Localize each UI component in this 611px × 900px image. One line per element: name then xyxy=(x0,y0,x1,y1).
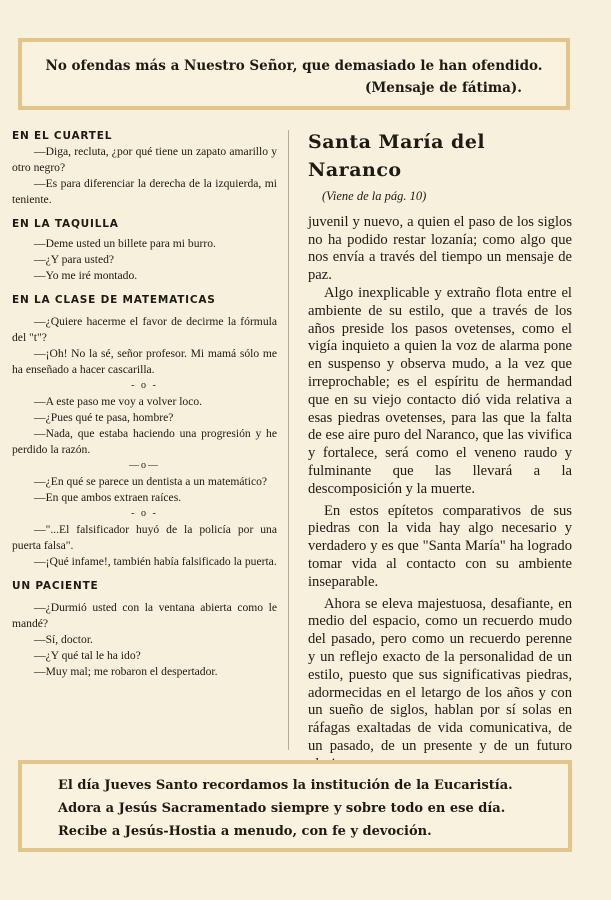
joke-line: —Es para diferenciar la derecha de la izquierda, mi teniente. xyxy=(12,177,277,206)
joke-line: —Yo me iré montado. xyxy=(34,269,138,282)
notice-line: Recibe a Jesús-Hostia a menudo, con fe y devoción. xyxy=(58,824,432,839)
joke-line: —Sí, doctor. xyxy=(34,633,93,646)
joke-line: —Diga, recluta, ¿por qué tiene un zapato amarillo y otro negro? xyxy=(12,145,277,174)
section-heading: UN PACIENTE xyxy=(12,580,99,592)
joke-line: —¿Y para usted? xyxy=(34,253,115,266)
quote-text: No ofendas más a Nuestro Señor, que demasiado le han ofendido. xyxy=(45,58,543,74)
separator: —o— xyxy=(129,460,160,471)
section-heading: EN LA CLASE DE MATEMATICAS xyxy=(12,294,216,306)
joke-line: —¿Pues qué te pasa, hombre? xyxy=(34,411,174,424)
section-heading: EN LA TAQUILLA xyxy=(12,218,119,230)
joke-line: —Nada, que estaba haciendo una progresión y he perdido la razón. xyxy=(12,427,277,456)
article-title: Santa María del Naranco xyxy=(308,131,486,181)
joke-line: —¿En qué se parece un dentista a un matemático? xyxy=(34,475,268,488)
bottom-notice-box xyxy=(18,760,572,852)
joke-line: —Muy mal; me robaron el despertador. xyxy=(34,665,218,678)
joke-line: —En que ambos extraen raíces. xyxy=(34,491,182,504)
joke-line: —¿Quiere hacerme el favor de decirme la fórmula del "t"? xyxy=(12,315,277,344)
separator: - o - xyxy=(131,508,158,519)
article-paragraph: En estos epítetos comparativos de sus piedras con la vida hay algo necesario y verdadero y es que "Santa María" ha logrado tomar vida al contacto con su ambiente inseparable. xyxy=(308,502,572,590)
separator: - o - xyxy=(131,380,158,391)
article-paragraph: juvenil y nuevo, a quien el paso de los siglos no ha podido restar lozanía; como algo que nos envía a través del tiempo un mensaje de paz. xyxy=(308,213,572,284)
joke-line: —A este paso me voy a volver loco. xyxy=(34,395,203,408)
article-paragraph: Algo inexplicable y extraño flota entre el ambiente de su estilo, que a través de los años preside los pasos ovetenses, como el vigía inquieto a quien la voz de alarma pone en suspenso y observa mudo, a la vez que irreprochable; es el espíritu de hermandad que en su viejo contacto dió vida relativa a esas piedras ovetenses, para las que la falta de ese aire puro del Naranco, que las vivifica y fortalece, será como el veneno raudo y fulminante que las llevará a la descomposición y la muerte. xyxy=(308,284,572,497)
joke-line: —¿Durmió usted con la ventana abierta como le mandé? xyxy=(12,601,277,630)
joke-line: —"...El falsificador huyó de la policía por una puerta falsa". xyxy=(12,523,277,552)
section-heading: EN EL CUARTEL xyxy=(12,130,113,142)
article-paragraph: Ahora se eleva majestuosa, desafiante, en medio del espacio, como un recuerdo mudo del pasado, pero como un recuerdo perenne y un reflejo exacto de la personalidad de un estilo, puesto que sus significativas piedras, adormecidas en el letargo de los años y con un sueño de siglos, hablan por sí solas en ráfagas exaltadas de vida comunicativa, de un pasado, de un presente y de un futuro xyxy=(308,595,572,754)
joke-line: —¿Y qué tal le ha ido? xyxy=(34,649,141,662)
jokes-column xyxy=(12,128,277,680)
top-quote-box xyxy=(18,38,570,110)
continued-note: (Viene de la pág. 10) xyxy=(322,189,427,203)
notice-line: Adora a Jesús Sacramentado siempre y sobre todo en ese día. xyxy=(58,801,506,816)
quote-source: (Mensaje de fátima). xyxy=(364,80,522,96)
joke-line: —Deme usted un billete para mi burro. xyxy=(34,237,216,250)
joke-line: —¡Oh! No la sé, señor profesor. Mi mamá sólo me ha enseñado a hacer cascarilla. xyxy=(12,347,277,376)
joke-line: —¡Qué infame!, también había falsificado la puerta. xyxy=(34,555,277,568)
column-divider xyxy=(288,130,289,750)
notice-line: El día Jueves Santo recordamos la institución de la Eucaristía. xyxy=(58,778,513,793)
article-column xyxy=(308,128,572,774)
